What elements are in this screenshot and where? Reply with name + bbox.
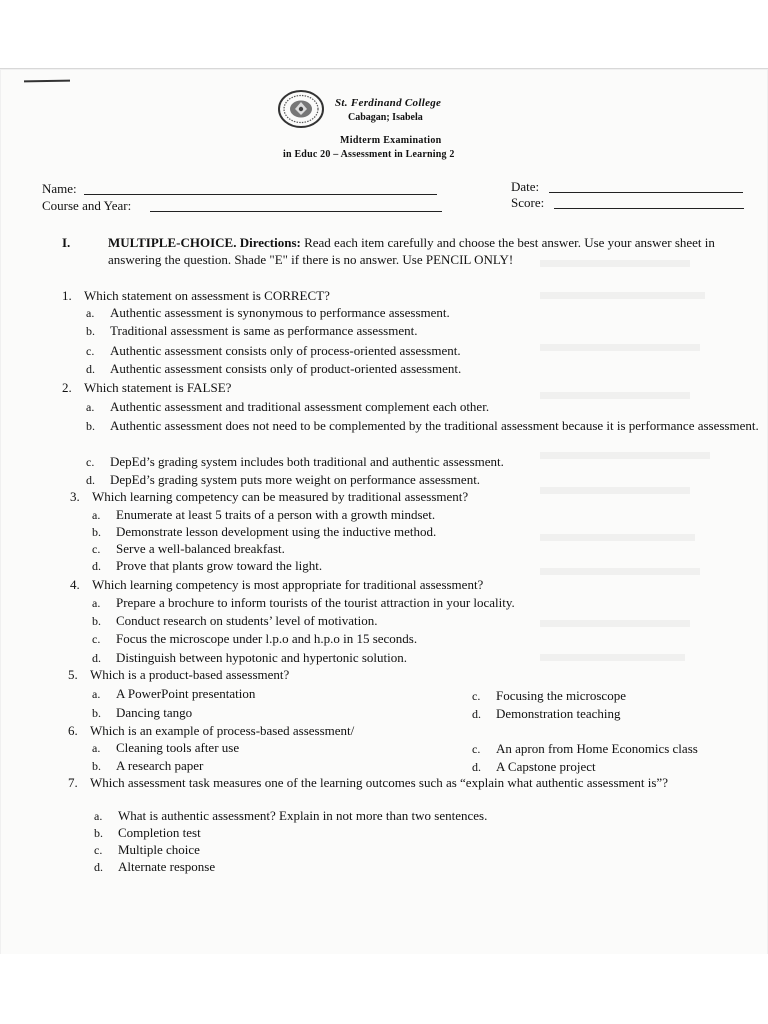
question-number: 5. — [68, 667, 78, 682]
q1-option-a: a. Authentic assessment is synonymous to performance assessment. — [86, 305, 450, 320]
q2-option-c: c. DepEd’s grading system includes both traditional and authentic assessment. — [86, 454, 504, 469]
date-blank — [549, 192, 743, 193]
name-blank — [84, 194, 437, 195]
score-label: Score: — [511, 195, 545, 210]
college-location: Cabagan; Isabela — [348, 112, 423, 123]
show-through-text — [540, 292, 705, 299]
question-number: 7. — [68, 775, 78, 790]
show-through-text — [540, 344, 700, 351]
q7-option-d: d. Alternate response — [94, 859, 216, 874]
directions-text: Read each item carefully and choose the best answer. Use your answer sheet in answering the question. Shade "E" if there is no answer. Use PENCIL ONLY! — [108, 235, 715, 267]
question-number: 1. — [62, 288, 72, 303]
show-through-text — [540, 620, 690, 627]
question-4 — [70, 577, 483, 593]
question-number: 6. — [68, 723, 78, 738]
section-directions — [108, 234, 768, 268]
question-5 — [68, 667, 289, 683]
course-year-blank — [150, 211, 442, 212]
show-through-text — [540, 534, 695, 541]
question-number: 3. — [70, 489, 80, 504]
q1-option-c: c. Authentic assessment consists only of process-oriented assessment. — [86, 343, 461, 358]
q7-option-a: a. What is authentic assessment? Explain in not more than two sentences. — [94, 808, 488, 823]
name-label: Name: — [42, 181, 77, 196]
question-text: Which assessment task measures one of the learning outcomes such as “explain what authentic assessment is”? — [90, 775, 668, 790]
college-name: St. Ferdinand College — [335, 97, 442, 109]
question-number: 2. — [62, 380, 72, 395]
question-text: Which is an example of process-based assessment/ — [90, 723, 355, 738]
q5-option-b: b. Dancing tango — [92, 705, 193, 720]
q5-option-a: a. A PowerPoint presentation — [92, 686, 256, 701]
college-seal-icon — [276, 88, 326, 130]
section-title: MULTIPLE-CHOICE. Directions: — [108, 235, 301, 250]
q2-option-a: a. Authentic assessment and traditional assessment complement each other. — [86, 399, 490, 414]
show-through-text — [540, 392, 690, 399]
question-2 — [62, 380, 231, 396]
question-text: Which learning competency can be measured by traditional assessment? — [92, 489, 469, 504]
question-1 — [62, 288, 330, 304]
section-number: I. — [62, 235, 71, 250]
q6-option-a: a. Cleaning tools after use — [92, 740, 240, 755]
q5-option-c: c. Focusing the microscope — [472, 688, 626, 703]
course-year-label: Course and Year: — [42, 198, 132, 213]
q3-option-b: b. Demonstrate lesson development using the inductive method. — [92, 524, 437, 539]
q4-option-b: b. Conduct research on students’ level of motivation. — [92, 613, 378, 628]
q3-option-d: d. Prove that plants grow toward the light. — [92, 558, 323, 573]
exam-course: in Educ 20 – Assessment in Learning 2 — [283, 149, 455, 160]
q2-option-b: b. Authentic assessment does not need to be complemented by the traditional assessment because it is performance assessment. — [86, 418, 759, 433]
question-text: Which learning competency is most appropriate for traditional assessment? — [92, 577, 484, 592]
q2-option-d: d. DepEd’s grading system puts more weight on performance assessment. — [86, 472, 481, 487]
question-3 — [70, 489, 468, 505]
q1-option-d: d. Authentic assessment consists only of product-oriented assessment. — [86, 361, 462, 376]
q3-option-c: c. Serve a well-balanced breakfast. — [92, 541, 285, 556]
score-blank — [554, 208, 744, 209]
q6-option-d: d. A Capstone project — [472, 759, 596, 774]
q7-option-b: b. Completion test — [94, 825, 201, 840]
show-through-text — [540, 654, 685, 661]
page-bottom-margin — [0, 954, 768, 1024]
show-through-text — [540, 452, 710, 459]
question-number: 4. — [70, 577, 80, 592]
q6-option-b: b. A research paper — [92, 758, 204, 773]
q4-option-d: d. Distinguish between hypotonic and hypertonic solution. — [92, 650, 408, 665]
q5-option-d: d. Demonstration teaching — [472, 706, 621, 721]
question-text: Which is a product-based assessment? — [90, 667, 290, 682]
q4-option-c: c. Focus the microscope under l.p.o and h.p.o in 15 seconds. — [92, 631, 418, 646]
question-6 — [68, 723, 354, 739]
q6-option-c: c. An apron from Home Economics class — [472, 741, 698, 756]
q4-option-a: a. Prepare a brochure to inform tourists of the tourist attraction in your locality. — [92, 595, 515, 610]
show-through-text — [540, 568, 700, 575]
q1-option-b: b. Traditional assessment is same as performance assessment. — [86, 323, 418, 338]
q3-option-a: a. Enumerate at least 5 traits of a person with a growth mindset. — [92, 507, 436, 522]
question-text: Which statement on assessment is CORRECT? — [84, 288, 330, 303]
question-text: Which statement is FALSE? — [84, 380, 232, 395]
show-through-text — [540, 487, 690, 494]
date-label: Date: — [511, 179, 540, 194]
q7-option-c: c. Multiple choice — [94, 842, 200, 857]
question-7 — [68, 775, 758, 791]
exam-title: Midterm Examination — [340, 135, 442, 146]
